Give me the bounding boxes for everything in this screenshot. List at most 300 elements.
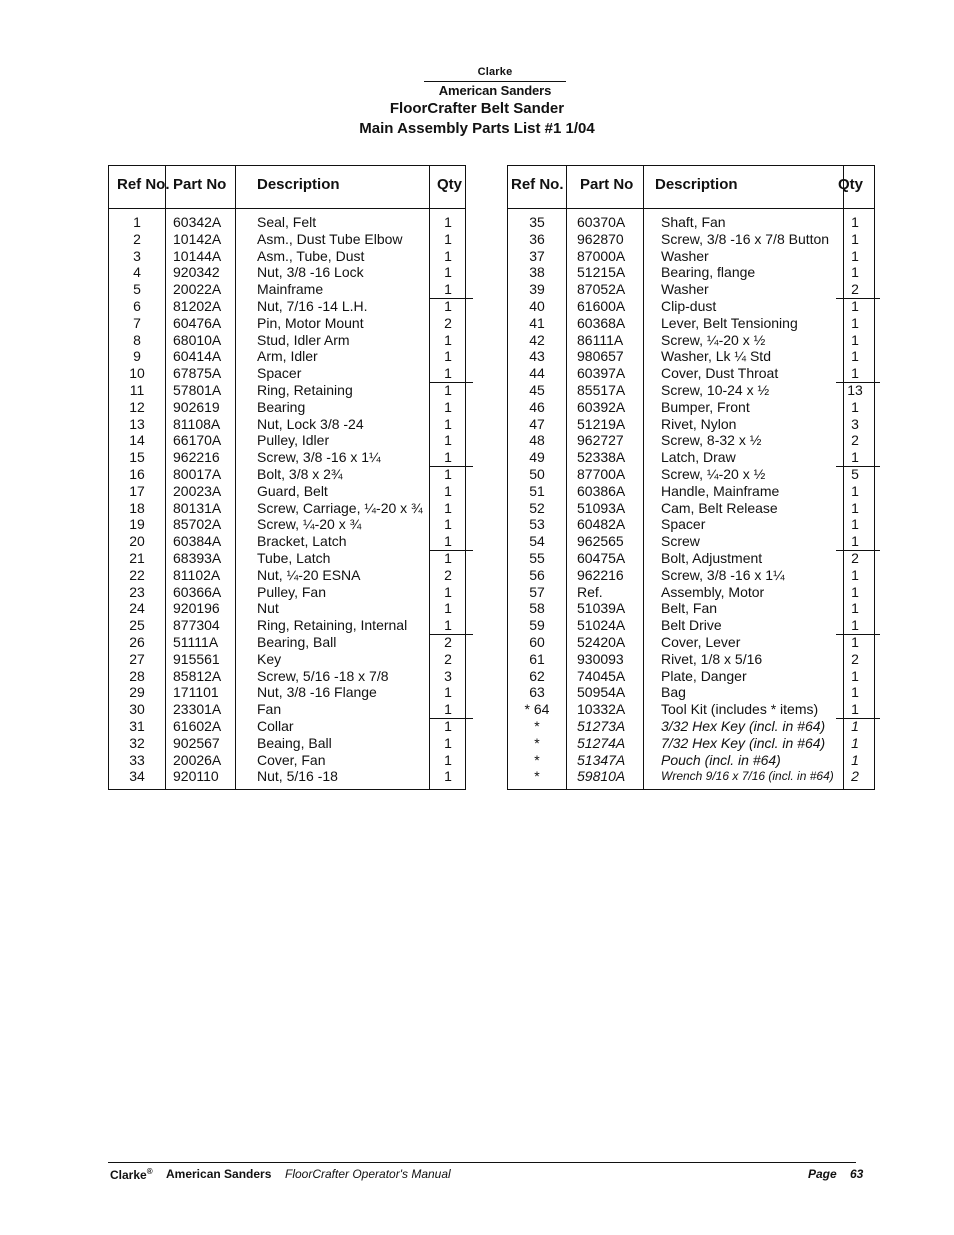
- cell-qty: 1: [444, 718, 452, 734]
- cell-qty: 1: [444, 348, 452, 365]
- cell-description: Fan: [257, 701, 282, 718]
- cell-part-no: 68010A: [173, 331, 222, 348]
- cell-description: Pulley, Idler: [257, 432, 330, 449]
- cell-part-no: 60370A: [577, 214, 626, 230]
- cell-part-no: 60397A: [577, 365, 626, 382]
- cell-part-no: 80131A: [173, 499, 222, 516]
- cell-ref-no: 34: [129, 768, 145, 785]
- cell-part-no: 20023A: [173, 482, 222, 499]
- cell-ref-no: 23: [129, 583, 145, 600]
- cell-description: Washer: [661, 281, 709, 298]
- cell-qty: 1: [444, 533, 452, 550]
- cell-ref-no: 38: [529, 264, 545, 281]
- table-row: [508, 332, 874, 349]
- cell-qty: 1: [851, 314, 859, 331]
- cell-description: Bearing, flange: [661, 264, 756, 281]
- cell-part-no: 50954A: [577, 684, 626, 701]
- cell-ref-no: * 64: [524, 701, 550, 718]
- cell-part-no: 61602A: [173, 718, 222, 734]
- cell-description: Ring, Retaining, Internal: [257, 617, 408, 634]
- cell-ref-no: 5: [133, 281, 141, 298]
- cell-ref-no: 3: [133, 247, 141, 264]
- cell-ref-no: 52: [529, 499, 545, 516]
- cell-ref-no: 61: [529, 650, 545, 667]
- table-row: [109, 533, 465, 550]
- cell-description: Bolt, 3/8 x 2¾: [257, 466, 343, 482]
- cell-description: Guard, Belt: [257, 482, 328, 499]
- cell-description: Tool Kit (includes * items): [661, 701, 819, 718]
- cell-ref-no: 53: [529, 516, 545, 533]
- cell-description: Nut, 5/16 -18: [257, 768, 338, 785]
- cell-qty: 1: [851, 600, 859, 617]
- cell-ref-no: *: [534, 768, 540, 785]
- cell-qty: 1: [444, 499, 452, 516]
- cell-qty: 1: [444, 214, 452, 230]
- cell-description: Cam, Belt Release: [661, 499, 778, 516]
- cell-description: Screw, ¼-20 x ½: [661, 466, 766, 482]
- table-row: [508, 617, 874, 634]
- cell-ref-no: 43: [529, 348, 545, 365]
- cell-part-no: 68393A: [173, 550, 222, 566]
- cell-description: Handle, Mainframe: [661, 482, 780, 499]
- cell-part-no: 20026A: [173, 751, 222, 768]
- cell-qty: 1: [851, 247, 859, 264]
- cell-ref-no: 19: [129, 516, 145, 533]
- table-row: [508, 634, 874, 651]
- cell-ref-no: 29: [129, 684, 145, 701]
- cell-qty: 1: [444, 583, 452, 600]
- table-row: [109, 332, 465, 349]
- cell-qty: 1: [444, 684, 452, 701]
- cell-description: Cover, Dust Throat: [661, 365, 779, 382]
- cell-qty: 2: [851, 432, 859, 449]
- table-row: [109, 600, 465, 617]
- cell-part-no: 920342: [173, 264, 220, 281]
- cell-ref-no: 21: [129, 550, 145, 566]
- cell-description: Screw, 3/8 -16 x 7/8 Button: [661, 230, 830, 247]
- table-row: [109, 584, 465, 601]
- cell-ref-no: *: [534, 734, 540, 751]
- table-row: [109, 651, 465, 668]
- table-row: [109, 752, 465, 769]
- cell-ref-no: 1: [133, 214, 141, 230]
- cell-description: Asm., Tube, Dust: [257, 247, 365, 264]
- cell-ref-no: 41: [529, 314, 545, 331]
- cell-qty: 1: [444, 734, 452, 751]
- cell-description: Beaing, Ball: [257, 734, 332, 751]
- cell-qty: 1: [444, 432, 452, 449]
- cell-ref-no: 2: [133, 230, 141, 247]
- cell-qty: 1: [444, 701, 452, 718]
- cell-description: Cover, Lever: [661, 634, 741, 650]
- cell-part-no: 81108A: [173, 415, 221, 432]
- cell-qty: 1: [444, 550, 452, 566]
- cell-part-no: 980657: [577, 348, 624, 365]
- cell-description: Pulley, Fan: [257, 583, 326, 600]
- cell-description: Nut, 7/16 -14 L.H.: [257, 298, 368, 314]
- cell-ref-no: 63: [529, 684, 545, 701]
- cell-part-no: 915561: [173, 650, 220, 667]
- cell-part-no: 10332A: [577, 701, 626, 718]
- cell-description: Nut: [257, 600, 279, 617]
- cell-description: Wrench 9/16 x 7/16 (incl. in #64): [661, 769, 834, 784]
- cell-part-no: 60476A: [173, 314, 222, 331]
- cell-ref-no: 42: [529, 331, 545, 348]
- cell-description: Spacer: [661, 516, 706, 533]
- cell-part-no: 962727: [577, 432, 624, 449]
- cell-qty: 1: [444, 768, 452, 785]
- table-row: [508, 231, 874, 248]
- cell-description: Assembly, Motor: [661, 583, 765, 600]
- cell-description: Shaft, Fan: [661, 214, 726, 230]
- cell-part-no: 60368A: [577, 314, 626, 331]
- table-row: [109, 718, 465, 735]
- cell-part-no: 60482A: [577, 516, 626, 533]
- cell-part-no: 171101: [173, 684, 219, 701]
- cell-ref-no: 40: [529, 298, 545, 314]
- cell-ref-no: 11: [129, 382, 145, 398]
- cell-description: Clip-dust: [661, 298, 717, 314]
- table-row: [109, 735, 465, 752]
- cell-part-no: 962565: [577, 533, 624, 550]
- table-row: [109, 264, 465, 281]
- cell-ref-no: 33: [129, 751, 145, 768]
- table-row: [109, 668, 465, 685]
- cell-ref-no: 58: [529, 600, 545, 617]
- cell-part-no: 74045A: [577, 667, 626, 684]
- table-row: [109, 701, 465, 718]
- cell-part-no: 920196: [173, 600, 220, 617]
- cell-ref-no: 60: [529, 634, 545, 650]
- cell-qty: 2: [851, 281, 859, 298]
- cell-description: Belt Drive: [661, 617, 722, 634]
- cell-ref-no: 15: [129, 449, 145, 466]
- cell-part-no: 60392A: [577, 398, 626, 415]
- cell-part-no: 57801A: [173, 382, 222, 398]
- page-title: FloorCrafter Belt Sander: [389, 100, 565, 117]
- cell-part-no: 52338A: [577, 449, 626, 466]
- cell-ref-no: 31: [129, 718, 145, 734]
- parts-table-right: [507, 165, 875, 790]
- cell-ref-no: 36: [529, 230, 545, 247]
- cell-qty: 2: [851, 768, 859, 785]
- cell-ref-no: 26: [129, 634, 145, 650]
- cell-ref-no: 49: [529, 449, 545, 466]
- footer-rule: [108, 1162, 856, 1163]
- table-row: [508, 449, 874, 466]
- cell-ref-no: 16: [129, 466, 145, 482]
- footer-page-label: Page: [808, 1167, 837, 1181]
- cell-description: Stud, Idler Arm: [257, 331, 350, 348]
- cell-part-no: 60384A: [173, 533, 222, 550]
- cell-ref-no: 25: [129, 617, 145, 634]
- cell-description: Bearing, Ball: [257, 634, 337, 650]
- cell-description: Pouch (incl. in #64): [661, 751, 781, 768]
- cell-description: Screw, Carriage, ¼-20 x ¾: [257, 499, 423, 516]
- table-row: [508, 600, 874, 617]
- cell-part-no: 85812A: [173, 667, 222, 684]
- cell-qty: 1: [444, 449, 452, 466]
- table-row: [109, 298, 465, 315]
- cell-description: Screw, ¼-20 x ¾: [257, 516, 362, 533]
- cell-part-no: 51039A: [577, 600, 626, 617]
- table-row: [508, 298, 874, 315]
- cell-part-no: 87052A: [577, 281, 626, 298]
- table-row: [109, 550, 465, 567]
- cell-qty: 1: [851, 331, 859, 348]
- cell-part-no: Ref.: [577, 583, 603, 600]
- table-row: [508, 735, 874, 752]
- cell-part-no: 51347A: [577, 751, 626, 768]
- cell-ref-no: 28: [129, 667, 145, 684]
- cell-qty: 2: [444, 634, 452, 650]
- cell-part-no: 80017A: [173, 466, 222, 482]
- cell-ref-no: 59: [529, 617, 545, 634]
- cell-part-no: 87000A: [577, 247, 626, 264]
- cell-part-no: 902567: [173, 734, 220, 751]
- logo-american-sanders: American Sanders: [438, 83, 552, 98]
- cell-ref-no: 9: [133, 348, 141, 365]
- cell-description: Key: [257, 650, 282, 667]
- cell-ref-no: 51: [529, 482, 545, 499]
- cell-ref-no: 54: [529, 533, 545, 550]
- page-subtitle: Main Assembly Parts List #1 1/04: [359, 120, 595, 137]
- cell-qty: 1: [444, 516, 452, 533]
- cell-qty: 1: [444, 298, 452, 314]
- cell-description: Spacer: [257, 365, 302, 382]
- cell-ref-no: *: [534, 751, 540, 768]
- table-row: [508, 399, 874, 416]
- table-row: [109, 466, 465, 483]
- cell-qty: 1: [851, 298, 859, 314]
- cell-ref-no: 13: [129, 415, 145, 432]
- table-row: [109, 382, 465, 399]
- cell-qty: 1: [851, 214, 859, 230]
- cell-ref-no: 6: [133, 298, 141, 314]
- cell-description: Belt, Fan: [661, 600, 718, 617]
- cell-part-no: 962216: [173, 449, 220, 466]
- cell-qty: 1: [851, 634, 859, 650]
- table-row: [109, 483, 465, 500]
- table-row: [508, 768, 874, 785]
- cell-part-no: 902619: [173, 398, 220, 415]
- cell-qty: 1: [851, 701, 859, 718]
- cell-qty: 1: [444, 482, 452, 499]
- cell-qty: 2: [444, 566, 452, 583]
- cell-description: Screw, 3/8 -16 x 1¼: [257, 449, 381, 466]
- cell-part-no: 51219A: [577, 415, 626, 432]
- cell-ref-no: 50: [529, 466, 545, 482]
- cell-part-no: 51273A: [577, 718, 626, 734]
- cell-description: Nut, Lock 3/8 -24: [257, 415, 364, 432]
- cell-qty: 1: [444, 382, 452, 398]
- table-row: [508, 550, 874, 567]
- cell-ref-no: 7: [133, 314, 141, 331]
- table-row: [109, 214, 465, 231]
- cell-description: Screw, 3/8 -16 x 1¼: [661, 566, 785, 583]
- cell-part-no: 81102A: [173, 566, 221, 583]
- cell-ref-no: 62: [529, 667, 545, 684]
- cell-qty: 1: [851, 566, 859, 583]
- table-row: [508, 264, 874, 281]
- table-row: [508, 684, 874, 701]
- table-row: [109, 365, 465, 382]
- cell-description: Bracket, Latch: [257, 533, 347, 550]
- cell-part-no: 59810A: [577, 768, 626, 785]
- cell-part-no: 60414A: [173, 348, 222, 365]
- footer-brand: [110, 1167, 153, 1182]
- cell-description: Asm., Dust Tube Elbow: [257, 230, 403, 247]
- table-row: [109, 231, 465, 248]
- cell-ref-no: 46: [529, 398, 545, 415]
- table-row: [508, 701, 874, 718]
- cell-qty: 1: [444, 281, 452, 298]
- cell-description: Seal, Felt: [257, 214, 317, 230]
- cell-ref-no: 18: [129, 499, 145, 516]
- cell-part-no: 67875A: [173, 365, 222, 382]
- cell-qty: 3: [444, 667, 452, 684]
- cell-qty: 2: [851, 650, 859, 667]
- cell-qty: 2: [851, 550, 859, 566]
- cell-part-no: 962216: [577, 566, 624, 583]
- cell-part-no: 81202A: [173, 298, 222, 314]
- cell-part-no: 920110: [173, 768, 219, 785]
- cell-part-no: 52420A: [577, 634, 626, 650]
- cell-description: Screw, 8-32 x ½: [661, 432, 762, 449]
- col-description: Description: [257, 176, 340, 193]
- cell-qty: 3: [851, 415, 859, 432]
- table-row: [508, 315, 874, 332]
- cell-ref-no: 24: [129, 600, 145, 617]
- cell-part-no: 23301A: [173, 701, 222, 718]
- cell-qty: 1: [851, 684, 859, 701]
- col-ref-no: Ref No.: [117, 176, 170, 193]
- cell-description: Nut, ¼-20 ESNA: [257, 566, 361, 583]
- cell-qty: 1: [851, 667, 859, 684]
- cell-qty: 1: [444, 264, 452, 281]
- cell-part-no: 85517A: [577, 382, 626, 398]
- table-row: [508, 752, 874, 769]
- cell-ref-no: 56: [529, 566, 545, 583]
- cell-description: Washer: [661, 247, 709, 264]
- cell-part-no: 61600A: [577, 298, 626, 314]
- cell-qty: 1: [851, 583, 859, 600]
- col-ref-no: Ref No.: [511, 176, 564, 193]
- cell-qty: 2: [444, 650, 452, 667]
- table-row: [109, 449, 465, 466]
- cell-ref-no: 10: [129, 365, 145, 382]
- cell-qty: 1: [851, 617, 859, 634]
- col-part-no: Part No: [580, 176, 634, 193]
- cell-description: Ring, Retaining: [257, 382, 353, 398]
- cell-ref-no: 32: [129, 734, 145, 751]
- logo-rule: [424, 81, 566, 82]
- cell-description: Plate, Danger: [661, 667, 747, 684]
- cell-description: Tube, Latch: [257, 550, 331, 566]
- cell-description: Screw, 10-24 x ½: [661, 382, 770, 398]
- table-row: [109, 684, 465, 701]
- table-row: [508, 432, 874, 449]
- cell-description: Arm, Idler: [257, 348, 318, 365]
- cell-ref-no: 37: [529, 247, 545, 264]
- table-row: [109, 348, 465, 365]
- cell-ref-no: 39: [529, 281, 545, 298]
- cell-description: Rivet, Nylon: [661, 415, 737, 432]
- table-row: [508, 516, 874, 533]
- cell-description: Bag: [661, 684, 686, 701]
- cell-part-no: 10144A: [173, 247, 222, 264]
- cell-description: Collar: [257, 718, 294, 734]
- cell-qty: 1: [444, 415, 452, 432]
- cell-description: Washer, Lk ¼ Std: [661, 348, 771, 365]
- cell-qty: 1: [851, 230, 859, 247]
- table-row: [109, 516, 465, 533]
- table-row: [508, 651, 874, 668]
- cell-ref-no: 14: [129, 432, 145, 449]
- cell-qty: 5: [851, 466, 859, 482]
- cell-qty: 1: [851, 734, 859, 751]
- cell-ref-no: 45: [529, 382, 545, 398]
- cell-ref-no: 47: [529, 415, 545, 432]
- table-row: [508, 584, 874, 601]
- brand-logo: [424, 66, 566, 98]
- cell-description: Bearing: [257, 398, 306, 415]
- table-row: [508, 348, 874, 365]
- cell-qty: 1: [851, 533, 859, 550]
- footer-company: American Sanders: [166, 1167, 272, 1181]
- cell-part-no: 60475A: [577, 550, 626, 566]
- cell-ref-no: 48: [529, 432, 545, 449]
- cell-description: Screw, 5/16 -18 x 7/8: [257, 667, 389, 684]
- table-row: [508, 281, 874, 298]
- cell-qty: 1: [851, 482, 859, 499]
- cell-qty: 1: [851, 348, 859, 365]
- cell-qty: 1: [444, 617, 452, 634]
- footer-manual: FloorCrafter Operator's Manual: [285, 1167, 451, 1181]
- table-row: [508, 365, 874, 382]
- cell-qty: 1: [851, 516, 859, 533]
- cell-description: Mainframe: [257, 281, 324, 298]
- cell-part-no: 20022A: [173, 281, 222, 298]
- cell-part-no: 877304: [173, 617, 220, 634]
- cell-qty: 1: [851, 718, 859, 734]
- logo-clarke: Clarke: [477, 66, 513, 78]
- cell-part-no: 51024A: [577, 617, 626, 634]
- parts-table-left: [108, 165, 466, 790]
- cell-ref-no: *: [534, 718, 540, 734]
- cell-qty: 1: [851, 264, 859, 281]
- cell-qty: 1: [851, 751, 859, 768]
- cell-qty: 1: [444, 247, 452, 264]
- cell-description: Bolt, Adjustment: [661, 550, 763, 566]
- cell-ref-no: 35: [529, 214, 545, 230]
- cell-ref-no: 44: [529, 365, 545, 382]
- cell-ref-no: 20: [129, 533, 145, 550]
- cell-description: Nut, 3/8 -16 Flange: [257, 684, 377, 701]
- cell-ref-no: 12: [129, 398, 145, 415]
- cell-part-no: 87700A: [577, 466, 626, 482]
- col-qty: Qty: [838, 176, 864, 193]
- cell-part-no: 930093: [577, 650, 624, 667]
- table-row: [508, 500, 874, 517]
- table-row: [508, 533, 874, 550]
- cell-ref-no: 57: [529, 583, 545, 600]
- cell-description: Screw, ¼-20 x ½: [661, 331, 766, 348]
- table-row: [508, 416, 874, 433]
- table-row: [109, 768, 465, 785]
- cell-description: Latch, Draw: [661, 449, 736, 466]
- cell-part-no: 86111A: [577, 331, 624, 348]
